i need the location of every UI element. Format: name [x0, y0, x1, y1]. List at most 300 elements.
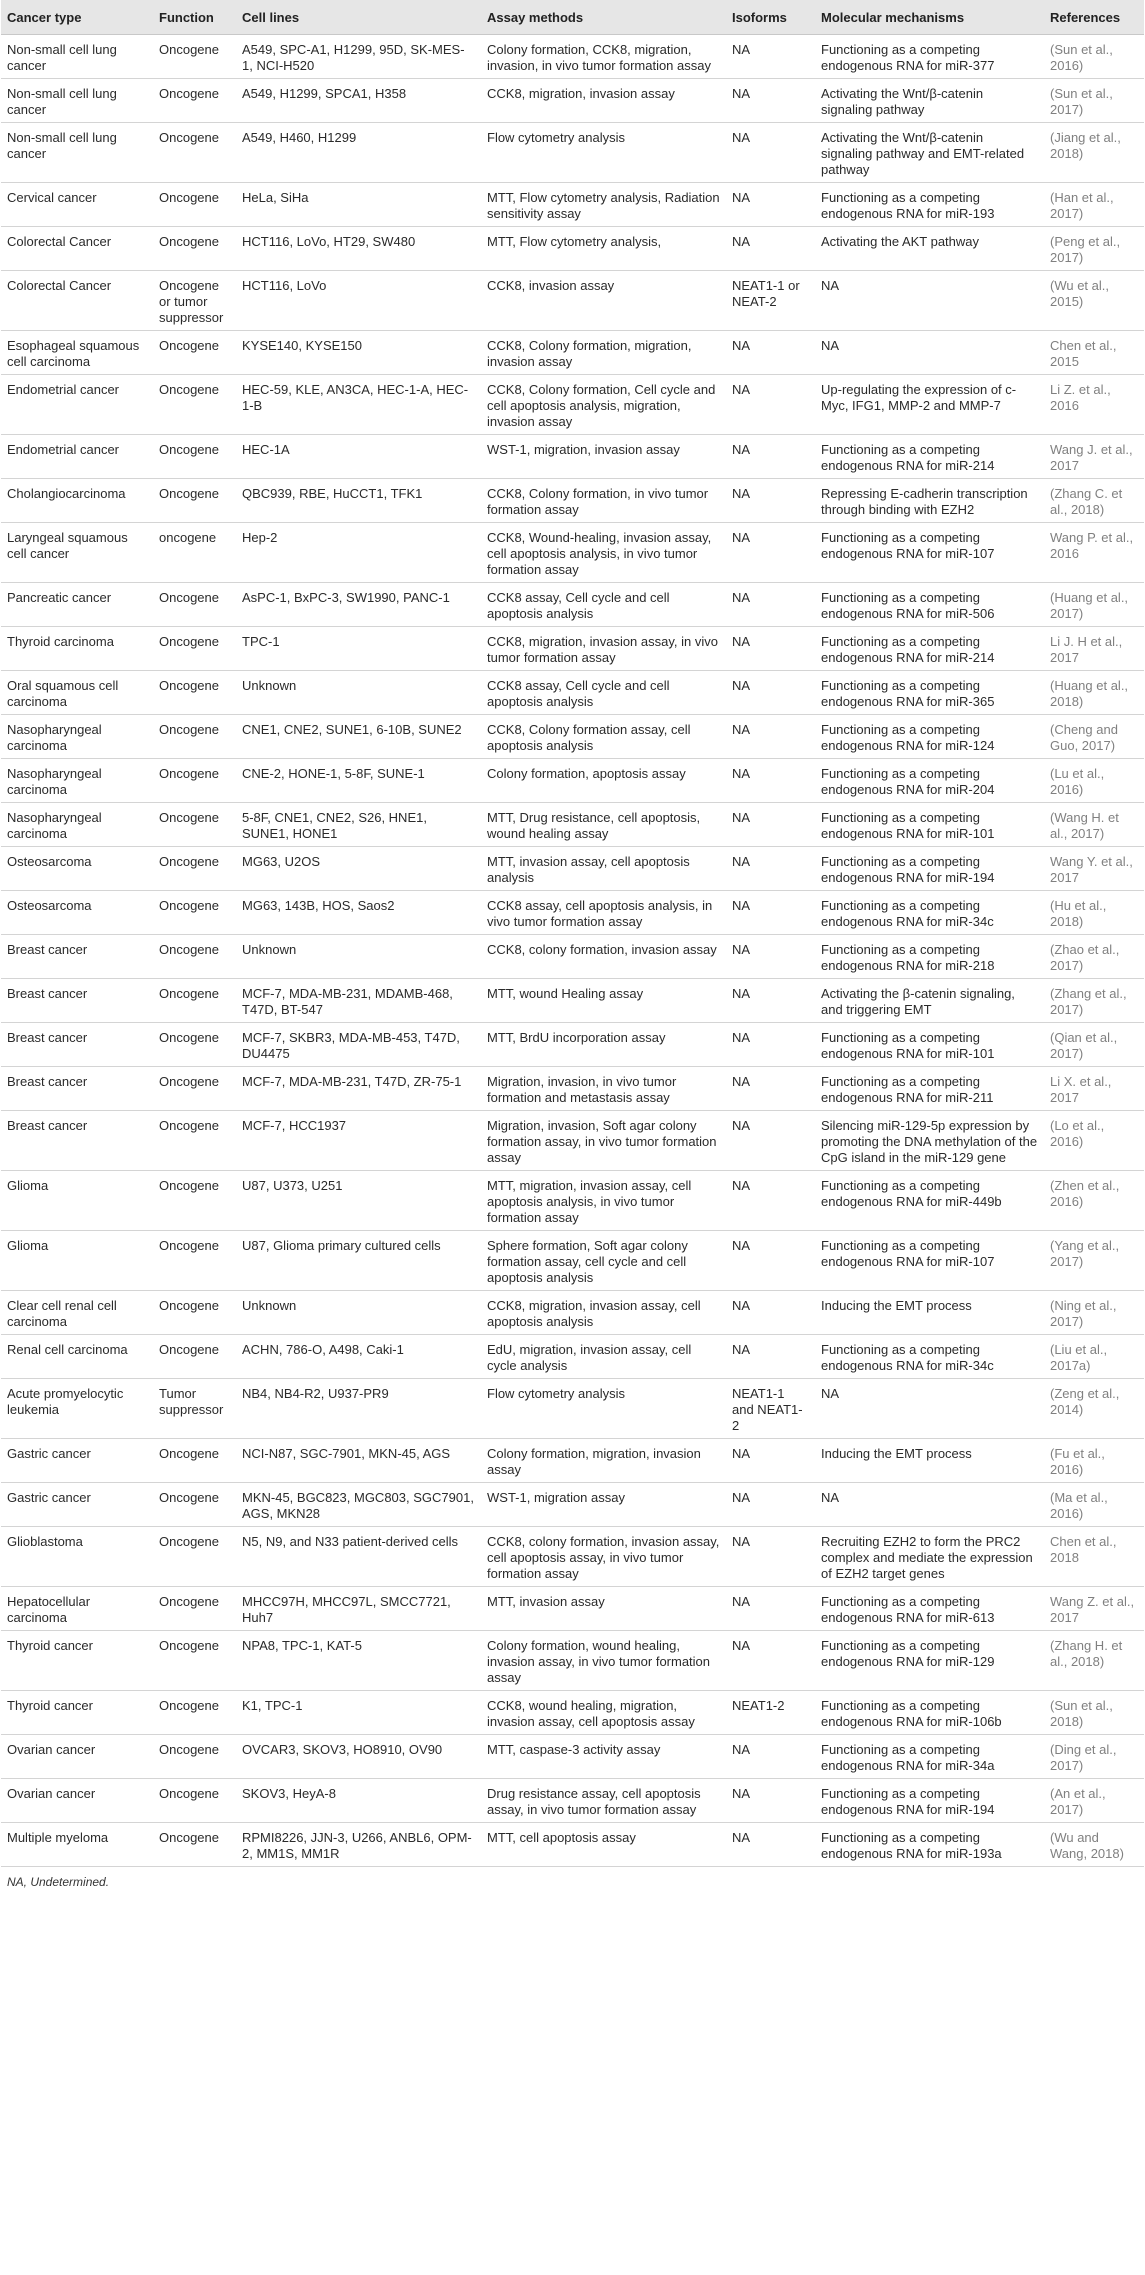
assay-methods-cell: Colony formation, CCK8, migration, invasion, in vivo tumor formation assay [481, 35, 726, 79]
isoforms-cell: NEAT1-1 or NEAT-2 [726, 271, 815, 331]
function-cell: Oncogene [153, 227, 236, 271]
isoforms-cell: NA [726, 1631, 815, 1691]
assay-methods-cell: CCK8 assay, Cell cycle and cell apoptosis analysis [481, 671, 726, 715]
assay-methods-cell: CCK8, colony formation, invasion assay, cell apoptosis assay, in vivo tumor formation assay [481, 1527, 726, 1587]
cancer-type-cell: Breast cancer [1, 1111, 153, 1171]
cancer-type-cell: Pancreatic cancer [1, 583, 153, 627]
function-cell: Oncogene [153, 979, 236, 1023]
header-row [1, 0, 1144, 35]
reference-cell: (Qian et al., 2017) [1044, 1023, 1144, 1067]
table-row [1, 1823, 1144, 1867]
header-cell-lines: Cell lines [236, 0, 481, 35]
cancer-type-cell: Non-small cell lung cancer [1, 123, 153, 183]
assay-methods-cell: Flow cytometry analysis [481, 1379, 726, 1439]
cell-lines-cell: N5, N9, and N33 patient-derived cells [236, 1527, 481, 1587]
assay-methods-cell: Sphere formation, Soft agar colony formation assay, cell cycle and cell apoptosis analysis [481, 1231, 726, 1291]
isoforms-cell: NA [726, 123, 815, 183]
cell-lines-cell: SKOV3, HeyA-8 [236, 1779, 481, 1823]
assay-methods-cell: CCK8, invasion assay [481, 271, 726, 331]
cancer-type-cell: Endometrial cancer [1, 435, 153, 479]
cell-lines-cell: HEC-59, KLE, AN3CA, HEC-1-A, HEC-1-B [236, 375, 481, 435]
assay-methods-cell: WST-1, migration, invasion assay [481, 435, 726, 479]
isoforms-cell: NA [726, 847, 815, 891]
assay-methods-cell: CCK8, migration, invasion assay, in vivo tumor formation assay [481, 627, 726, 671]
table-row [1, 35, 1144, 79]
isoforms-cell: NA [726, 1735, 815, 1779]
table-row [1, 1291, 1144, 1335]
isoforms-cell: NA [726, 979, 815, 1023]
cell-lines-cell: HEC-1A [236, 435, 481, 479]
cell-lines-cell: HeLa, SiHa [236, 183, 481, 227]
reference-cell: (Sun et al., 2017) [1044, 79, 1144, 123]
cancer-type-cell: Colorectal Cancer [1, 271, 153, 331]
cell-lines-cell: Hep-2 [236, 523, 481, 583]
isoforms-cell: NA [726, 227, 815, 271]
molecular-mechanisms-cell: NA [815, 1483, 1044, 1527]
function-cell: Oncogene [153, 891, 236, 935]
assay-methods-cell: WST-1, migration assay [481, 1483, 726, 1527]
isoforms-cell: NA [726, 891, 815, 935]
cell-lines-cell: TPC-1 [236, 627, 481, 671]
cell-lines-cell: Unknown [236, 671, 481, 715]
molecular-mechanisms-cell: NA [815, 271, 1044, 331]
isoforms-cell: NA [726, 435, 815, 479]
isoforms-cell: NA [726, 1335, 815, 1379]
reference-cell: Li X. et al., 2017 [1044, 1067, 1144, 1111]
assay-methods-cell: CCK8, migration, invasion assay, cell apoptosis analysis [481, 1291, 726, 1335]
isoforms-cell: NA [726, 35, 815, 79]
molecular-mechanisms-cell: Silencing miR-129-5p expression by promoting the DNA methylation of the CpG island in the miR-129 gene [815, 1111, 1044, 1171]
function-cell: Oncogene [153, 1111, 236, 1171]
cell-lines-cell: HCT116, LoVo [236, 271, 481, 331]
isoforms-cell: NA [726, 1023, 815, 1067]
cancer-type-cell: Thyroid cancer [1, 1691, 153, 1735]
function-cell: Oncogene [153, 1527, 236, 1587]
molecular-mechanisms-cell: Functioning as a competing endogenous RNA for miR-214 [815, 627, 1044, 671]
cell-lines-cell: MCF-7, MDA-MB-231, MDAMB-468, T47D, BT-547 [236, 979, 481, 1023]
cell-lines-cell: QBC939, RBE, HuCCT1, TFK1 [236, 479, 481, 523]
function-cell: Oncogene [153, 1335, 236, 1379]
table-footnote: NA, Undetermined. [7, 1875, 110, 1889]
molecular-mechanisms-cell: Functioning as a competing endogenous RNA for miR-124 [815, 715, 1044, 759]
cell-lines-cell: MKN-45, BGC823, MGC803, SGC7901, AGS, MKN28 [236, 1483, 481, 1527]
molecular-mechanisms-cell: Functioning as a competing endogenous RNA for miR-218 [815, 935, 1044, 979]
cell-lines-cell: ACHN, 786-O, A498, Caki-1 [236, 1335, 481, 1379]
cell-lines-cell: MCF-7, SKBR3, MDA-MB-453, T47D, DU4475 [236, 1023, 481, 1067]
cancer-type-cell: Renal cell carcinoma [1, 1335, 153, 1379]
function-cell: Oncogene [153, 847, 236, 891]
function-cell: oncogene [153, 523, 236, 583]
function-cell: Oncogene or tumor suppressor [153, 271, 236, 331]
table-row [1, 331, 1144, 375]
table-row [1, 1631, 1144, 1691]
cancer-type-cell: Nasopharyngeal carcinoma [1, 803, 153, 847]
table-row [1, 1691, 1144, 1735]
table-row [1, 979, 1144, 1023]
isoforms-cell: NA [726, 671, 815, 715]
molecular-mechanisms-cell: Functioning as a competing endogenous RNA for miR-106b [815, 1691, 1044, 1735]
function-cell: Oncogene [153, 1631, 236, 1691]
isoforms-cell: NA [726, 1779, 815, 1823]
reference-cell: (Zhao et al., 2017) [1044, 935, 1144, 979]
isoforms-cell: NA [726, 1111, 815, 1171]
molecular-mechanisms-cell: Functioning as a competing endogenous RNA for miR-214 [815, 435, 1044, 479]
molecular-mechanisms-cell: Functioning as a competing endogenous RNA for miR-449b [815, 1171, 1044, 1231]
function-cell: Oncogene [153, 435, 236, 479]
assay-methods-cell: CCK8, wound healing, migration, invasion assay, cell apoptosis assay [481, 1691, 726, 1735]
isoforms-cell: NA [726, 627, 815, 671]
cancer-type-cell: Osteosarcoma [1, 891, 153, 935]
cancer-type-cell: Glioma [1, 1171, 153, 1231]
cell-lines-cell: NCI-N87, SGC-7901, MKN-45, AGS [236, 1439, 481, 1483]
cell-lines-cell: NB4, NB4-R2, U937-PR9 [236, 1379, 481, 1439]
assay-methods-cell: CCK8, Colony formation, Cell cycle and cell apoptosis analysis, migration, invasion assay [481, 375, 726, 435]
cell-lines-cell: CNE-2, HONE-1, 5-8F, SUNE-1 [236, 759, 481, 803]
function-cell: Oncogene [153, 1023, 236, 1067]
molecular-mechanisms-cell: Functioning as a competing endogenous RNA for miR-193a [815, 1823, 1044, 1867]
table-row [1, 1023, 1144, 1067]
molecular-mechanisms-cell: Inducing the EMT process [815, 1291, 1044, 1335]
cell-lines-cell: RPMI8226, JJN-3, U266, ANBL6, OPM-2, MM1S, MM1R [236, 1823, 481, 1867]
assay-methods-cell: Colony formation, migration, invasion assay [481, 1439, 726, 1483]
cell-lines-cell: Unknown [236, 935, 481, 979]
cancer-type-cell: Ovarian cancer [1, 1735, 153, 1779]
assay-methods-cell: Migration, invasion, Soft agar colony formation assay, in vivo tumor formation assay [481, 1111, 726, 1171]
molecular-mechanisms-cell: Activating the β-catenin signaling, and triggering EMT [815, 979, 1044, 1023]
table-row [1, 803, 1144, 847]
function-cell: Oncogene [153, 1171, 236, 1231]
cell-lines-cell: MG63, U2OS [236, 847, 481, 891]
function-cell: Oncogene [153, 1587, 236, 1631]
cell-lines-cell: MHCC97H, MHCC97L, SMCC7721, Huh7 [236, 1587, 481, 1631]
reference-cell: (Ma et al., 2016) [1044, 1483, 1144, 1527]
function-cell: Oncogene [153, 671, 236, 715]
table-row [1, 523, 1144, 583]
table-row [1, 759, 1144, 803]
reference-cell: (Zhen et al., 2016) [1044, 1171, 1144, 1231]
cancer-type-cell: Non-small cell lung cancer [1, 79, 153, 123]
cell-lines-cell: U87, Glioma primary cultured cells [236, 1231, 481, 1291]
reference-cell: (Wang H. et al., 2017) [1044, 803, 1144, 847]
cancer-type-cell: Laryngeal squamous cell cancer [1, 523, 153, 583]
isoforms-cell: NA [726, 183, 815, 227]
table-row [1, 123, 1144, 183]
molecular-mechanisms-cell: Inducing the EMT process [815, 1439, 1044, 1483]
assay-methods-cell: CCK8 assay, Cell cycle and cell apoptosis analysis [481, 583, 726, 627]
reference-cell: (Peng et al., 2017) [1044, 227, 1144, 271]
assay-methods-cell: MTT, wound Healing assay [481, 979, 726, 1023]
table-row [1, 627, 1144, 671]
molecular-mechanisms-cell: Functioning as a competing endogenous RNA for miR-107 [815, 523, 1044, 583]
table-row [1, 1335, 1144, 1379]
cancer-type-cell: Gastric cancer [1, 1439, 153, 1483]
reference-cell: Wang Z. et al., 2017 [1044, 1587, 1144, 1631]
molecular-mechanisms-cell: Functioning as a competing endogenous RNA for miR-613 [815, 1587, 1044, 1631]
reference-cell: Wang P. et al., 2016 [1044, 523, 1144, 583]
header-molecular-mechanisms: Molecular mechanisms [815, 0, 1044, 35]
isoforms-cell: NA [726, 1231, 815, 1291]
function-cell: Tumor suppressor [153, 1379, 236, 1439]
reference-cell: (Han et al., 2017) [1044, 183, 1144, 227]
cancer-type-cell: Thyroid carcinoma [1, 627, 153, 671]
cell-lines-cell: NPA8, TPC-1, KAT-5 [236, 1631, 481, 1691]
reference-cell: (Hu et al., 2018) [1044, 891, 1144, 935]
cancer-type-cell: Non-small cell lung cancer [1, 35, 153, 79]
assay-methods-cell: EdU, migration, invasion assay, cell cycle analysis [481, 1335, 726, 1379]
cancer-type-cell: Hepatocellular carcinoma [1, 1587, 153, 1631]
molecular-mechanisms-cell: Functioning as a competing endogenous RNA for miR-377 [815, 35, 1044, 79]
reference-cell: (Zhang C. et al., 2018) [1044, 479, 1144, 523]
assay-methods-cell: MTT, cell apoptosis assay [481, 1823, 726, 1867]
molecular-mechanisms-cell: Up-regulating the expression of c-Myc, IFG1, MMP-2 and MMP-7 [815, 375, 1044, 435]
cancer-type-cell: Glioma [1, 1231, 153, 1291]
molecular-mechanisms-cell: Functioning as a competing endogenous RNA for miR-34c [815, 891, 1044, 935]
table-row [1, 435, 1144, 479]
table-row [1, 1171, 1144, 1231]
isoforms-cell: NA [726, 1067, 815, 1111]
reference-cell: (Sun et al., 2018) [1044, 1691, 1144, 1735]
table-row [1, 1735, 1144, 1779]
reference-cell: Li J. H et al., 2017 [1044, 627, 1144, 671]
assay-methods-cell: Colony formation, wound healing, invasion assay, in vivo tumor formation assay [481, 1631, 726, 1691]
isoforms-cell: NA [726, 523, 815, 583]
cancer-type-cell: Breast cancer [1, 1067, 153, 1111]
assay-methods-cell: CCK8, Wound-healing, invasion assay, cell apoptosis analysis, in vivo tumor formation assay [481, 523, 726, 583]
cancer-type-cell: Breast cancer [1, 979, 153, 1023]
molecular-mechanisms-cell: Activating the Wnt/β-catenin signaling pathway and EMT-related pathway [815, 123, 1044, 183]
table-row [1, 227, 1144, 271]
reference-cell: (Wu and Wang, 2018) [1044, 1823, 1144, 1867]
reference-cell: (An et al., 2017) [1044, 1779, 1144, 1823]
isoforms-cell: NA [726, 375, 815, 435]
assay-methods-cell: MTT, BrdU incorporation assay [481, 1023, 726, 1067]
assay-methods-cell: MTT, invasion assay [481, 1587, 726, 1631]
reference-cell: (Zeng et al., 2014) [1044, 1379, 1144, 1439]
assay-methods-cell: CCK8, Colony formation, migration, invasion assay [481, 331, 726, 375]
cancer-type-cell: Acute promyelocytic leukemia [1, 1379, 153, 1439]
function-cell: Oncogene [153, 803, 236, 847]
function-cell: Oncogene [153, 1291, 236, 1335]
isoforms-cell: NEAT1-1 and NEAT1-2 [726, 1379, 815, 1439]
function-cell: Oncogene [153, 583, 236, 627]
molecular-mechanisms-cell: Functioning as a competing endogenous RNA for miR-506 [815, 583, 1044, 627]
function-cell: Oncogene [153, 1735, 236, 1779]
assay-methods-cell: MTT, Flow cytometry analysis, Radiation sensitivity assay [481, 183, 726, 227]
header-references: References [1044, 0, 1144, 35]
function-cell: Oncogene [153, 79, 236, 123]
isoforms-cell: NA [726, 1483, 815, 1527]
table-row [1, 183, 1144, 227]
table-row [1, 891, 1144, 935]
cancer-type-cell: Cholangiocarcinoma [1, 479, 153, 523]
table-row [1, 79, 1144, 123]
header-assay-methods: Assay methods [481, 0, 726, 35]
cell-lines-cell: MG63, 143B, HOS, Saos2 [236, 891, 481, 935]
function-cell: Oncogene [153, 1067, 236, 1111]
isoforms-cell: NA [726, 935, 815, 979]
cell-lines-cell: CNE1, CNE2, SUNE1, 6-10B, SUNE2 [236, 715, 481, 759]
assay-methods-cell: MTT, caspase-3 activity assay [481, 1735, 726, 1779]
cell-lines-cell: MCF-7, HCC1937 [236, 1111, 481, 1171]
isoforms-cell: NA [726, 583, 815, 627]
table-row [1, 715, 1144, 759]
cancer-type-cell: Gastric cancer [1, 1483, 153, 1527]
isoforms-cell: NA [726, 79, 815, 123]
table-header [1, 0, 1144, 35]
assay-methods-cell: Colony formation, apoptosis assay [481, 759, 726, 803]
reference-cell: (Jiang et al., 2018) [1044, 123, 1144, 183]
isoforms-cell: NA [726, 479, 815, 523]
table-row [1, 1527, 1144, 1587]
cancer-type-cell: Colorectal Cancer [1, 227, 153, 271]
isoforms-cell: NA [726, 1171, 815, 1231]
table-row [1, 1379, 1144, 1439]
cell-lines-cell: A549, H460, H1299 [236, 123, 481, 183]
reference-cell: (Liu et al., 2017a) [1044, 1335, 1144, 1379]
table-row [1, 583, 1144, 627]
reference-cell: (Fu et al., 2016) [1044, 1439, 1144, 1483]
molecular-mechanisms-cell: Activating the Wnt/β-catenin signaling pathway [815, 79, 1044, 123]
assay-methods-cell: Flow cytometry analysis [481, 123, 726, 183]
cell-lines-cell: HCT116, LoVo, HT29, SW480 [236, 227, 481, 271]
table-body [1, 35, 1144, 1867]
isoforms-cell: NA [726, 715, 815, 759]
header-function: Function [153, 0, 236, 35]
function-cell: Oncogene [153, 375, 236, 435]
molecular-mechanisms-cell: Repressing E-cadherin transcription through binding with EZH2 [815, 479, 1044, 523]
cell-lines-cell: OVCAR3, SKOV3, HO8910, OV90 [236, 1735, 481, 1779]
header-isoforms: Isoforms [726, 0, 815, 35]
reference-cell: (Huang et al., 2018) [1044, 671, 1144, 715]
function-cell: Oncogene [153, 123, 236, 183]
molecular-mechanisms-cell: NA [815, 331, 1044, 375]
reference-cell: Wang J. et al., 2017 [1044, 435, 1144, 479]
assay-methods-cell: MTT, invasion assay, cell apoptosis analysis [481, 847, 726, 891]
isoforms-cell: NA [726, 1291, 815, 1335]
function-cell: Oncogene [153, 35, 236, 79]
cancer-type-cell: Endometrial cancer [1, 375, 153, 435]
cell-lines-cell: A549, H1299, SPCA1, H358 [236, 79, 481, 123]
assay-methods-cell: Drug resistance assay, cell apoptosis assay, in vivo tumor formation assay [481, 1779, 726, 1823]
table-row [1, 935, 1144, 979]
table-row [1, 1587, 1144, 1631]
molecular-mechanisms-cell: Functioning as a competing endogenous RNA for miR-129 [815, 1631, 1044, 1691]
molecular-mechanisms-cell: Functioning as a competing endogenous RNA for miR-194 [815, 1779, 1044, 1823]
molecular-mechanisms-cell: Functioning as a competing endogenous RNA for miR-101 [815, 1023, 1044, 1067]
assay-methods-cell: Migration, invasion, in vivo tumor formation and metastasis assay [481, 1067, 726, 1111]
reference-cell: Wang Y. et al., 2017 [1044, 847, 1144, 891]
isoforms-cell: NA [726, 1439, 815, 1483]
function-cell: Oncogene [153, 1779, 236, 1823]
cell-lines-cell: AsPC-1, BxPC-3, SW1990, PANC-1 [236, 583, 481, 627]
isoforms-cell: NA [726, 1527, 815, 1587]
isoforms-cell: NEAT1-2 [726, 1691, 815, 1735]
table-row [1, 1111, 1144, 1171]
function-cell: Oncogene [153, 1691, 236, 1735]
function-cell: Oncogene [153, 1483, 236, 1527]
cell-lines-cell: A549, SPC-A1, H1299, 95D, SK-MES-1, NCI-H520 [236, 35, 481, 79]
reference-cell: (Huang et al., 2017) [1044, 583, 1144, 627]
assay-methods-cell: CCK8, colony formation, invasion assay [481, 935, 726, 979]
function-cell: Oncogene [153, 183, 236, 227]
reference-cell: (Lo et al., 2016) [1044, 1111, 1144, 1171]
molecular-mechanisms-cell: Functioning as a competing endogenous RNA for miR-211 [815, 1067, 1044, 1111]
assay-methods-cell: CCK8, Colony formation, in vivo tumor formation assay [481, 479, 726, 523]
function-cell: Oncogene [153, 759, 236, 803]
isoforms-cell: NA [726, 759, 815, 803]
assay-methods-cell: CCK8, migration, invasion assay [481, 79, 726, 123]
cancer-table [1, 0, 1144, 1867]
molecular-mechanisms-cell: Functioning as a competing endogenous RNA for miR-193 [815, 183, 1044, 227]
assay-methods-cell: CCK8 assay, cell apoptosis analysis, in vivo tumor formation assay [481, 891, 726, 935]
header-cancer-type: Cancer type [1, 0, 153, 35]
reference-cell: (Yang et al., 2017) [1044, 1231, 1144, 1291]
cell-lines-cell: MCF-7, MDA-MB-231, T47D, ZR-75-1 [236, 1067, 481, 1111]
function-cell: Oncogene [153, 935, 236, 979]
isoforms-cell: NA [726, 1823, 815, 1867]
assay-methods-cell: CCK8, Colony formation assay, cell apoptosis analysis [481, 715, 726, 759]
reference-cell: (Ding et al., 2017) [1044, 1735, 1144, 1779]
reference-cell: (Lu et al., 2016) [1044, 759, 1144, 803]
molecular-mechanisms-cell: Functioning as a competing endogenous RNA for miR-365 [815, 671, 1044, 715]
table-row [1, 1231, 1144, 1291]
cancer-type-cell: Esophageal squamous cell carcinoma [1, 331, 153, 375]
cancer-type-cell: Osteosarcoma [1, 847, 153, 891]
function-cell: Oncogene [153, 1231, 236, 1291]
reference-cell: (Sun et al., 2016) [1044, 35, 1144, 79]
molecular-mechanisms-cell: Functioning as a competing endogenous RNA for miR-34a [815, 1735, 1044, 1779]
table-row [1, 1779, 1144, 1823]
molecular-mechanisms-cell: Functioning as a competing endogenous RNA for miR-34c [815, 1335, 1044, 1379]
function-cell: Oncogene [153, 715, 236, 759]
assay-methods-cell: MTT, Flow cytometry analysis, [481, 227, 726, 271]
function-cell: Oncogene [153, 1823, 236, 1867]
reference-cell: (Ning et al., 2017) [1044, 1291, 1144, 1335]
isoforms-cell: NA [726, 1587, 815, 1631]
function-cell: Oncogene [153, 331, 236, 375]
reference-cell: Li Z. et al., 2016 [1044, 375, 1144, 435]
table-row [1, 671, 1144, 715]
cancer-type-cell: Glioblastoma [1, 1527, 153, 1587]
reference-cell: Chen et al., 2018 [1044, 1527, 1144, 1587]
molecular-mechanisms-cell: Functioning as a competing endogenous RNA for miR-194 [815, 847, 1044, 891]
molecular-mechanisms-cell: NA [815, 1379, 1044, 1439]
molecular-mechanisms-cell: Recruiting EZH2 to form the PRC2 complex and mediate the expression of EZH2 target genes [815, 1527, 1044, 1587]
cancer-type-cell: Clear cell renal cell carcinoma [1, 1291, 153, 1335]
table-row [1, 479, 1144, 523]
cancer-type-cell: Nasopharyngeal carcinoma [1, 759, 153, 803]
cell-lines-cell: 5-8F, CNE1, CNE2, S26, HNE1, SUNE1, HONE1 [236, 803, 481, 847]
table-row [1, 1439, 1144, 1483]
cancer-type-cell: Multiple myeloma [1, 1823, 153, 1867]
table-row [1, 375, 1144, 435]
function-cell: Oncogene [153, 627, 236, 671]
cancer-type-cell: Ovarian cancer [1, 1779, 153, 1823]
cancer-type-cell: Thyroid cancer [1, 1631, 153, 1691]
assay-methods-cell: MTT, migration, invasion assay, cell apoptosis analysis, in vivo tumor formation assay [481, 1171, 726, 1231]
molecular-mechanisms-cell: Functioning as a competing endogenous RNA for miR-101 [815, 803, 1044, 847]
cell-lines-cell: Unknown [236, 1291, 481, 1335]
reference-cell: (Zhang et al., 2017) [1044, 979, 1144, 1023]
reference-cell: Chen et al., 2015 [1044, 331, 1144, 375]
cancer-type-cell: Breast cancer [1, 935, 153, 979]
molecular-mechanisms-cell: Activating the AKT pathway [815, 227, 1044, 271]
molecular-mechanisms-cell: Functioning as a competing endogenous RNA for miR-107 [815, 1231, 1044, 1291]
cell-lines-cell: U87, U373, U251 [236, 1171, 481, 1231]
cancer-type-cell: Cervical cancer [1, 183, 153, 227]
table-row [1, 847, 1144, 891]
reference-cell: (Cheng and Guo, 2017) [1044, 715, 1144, 759]
